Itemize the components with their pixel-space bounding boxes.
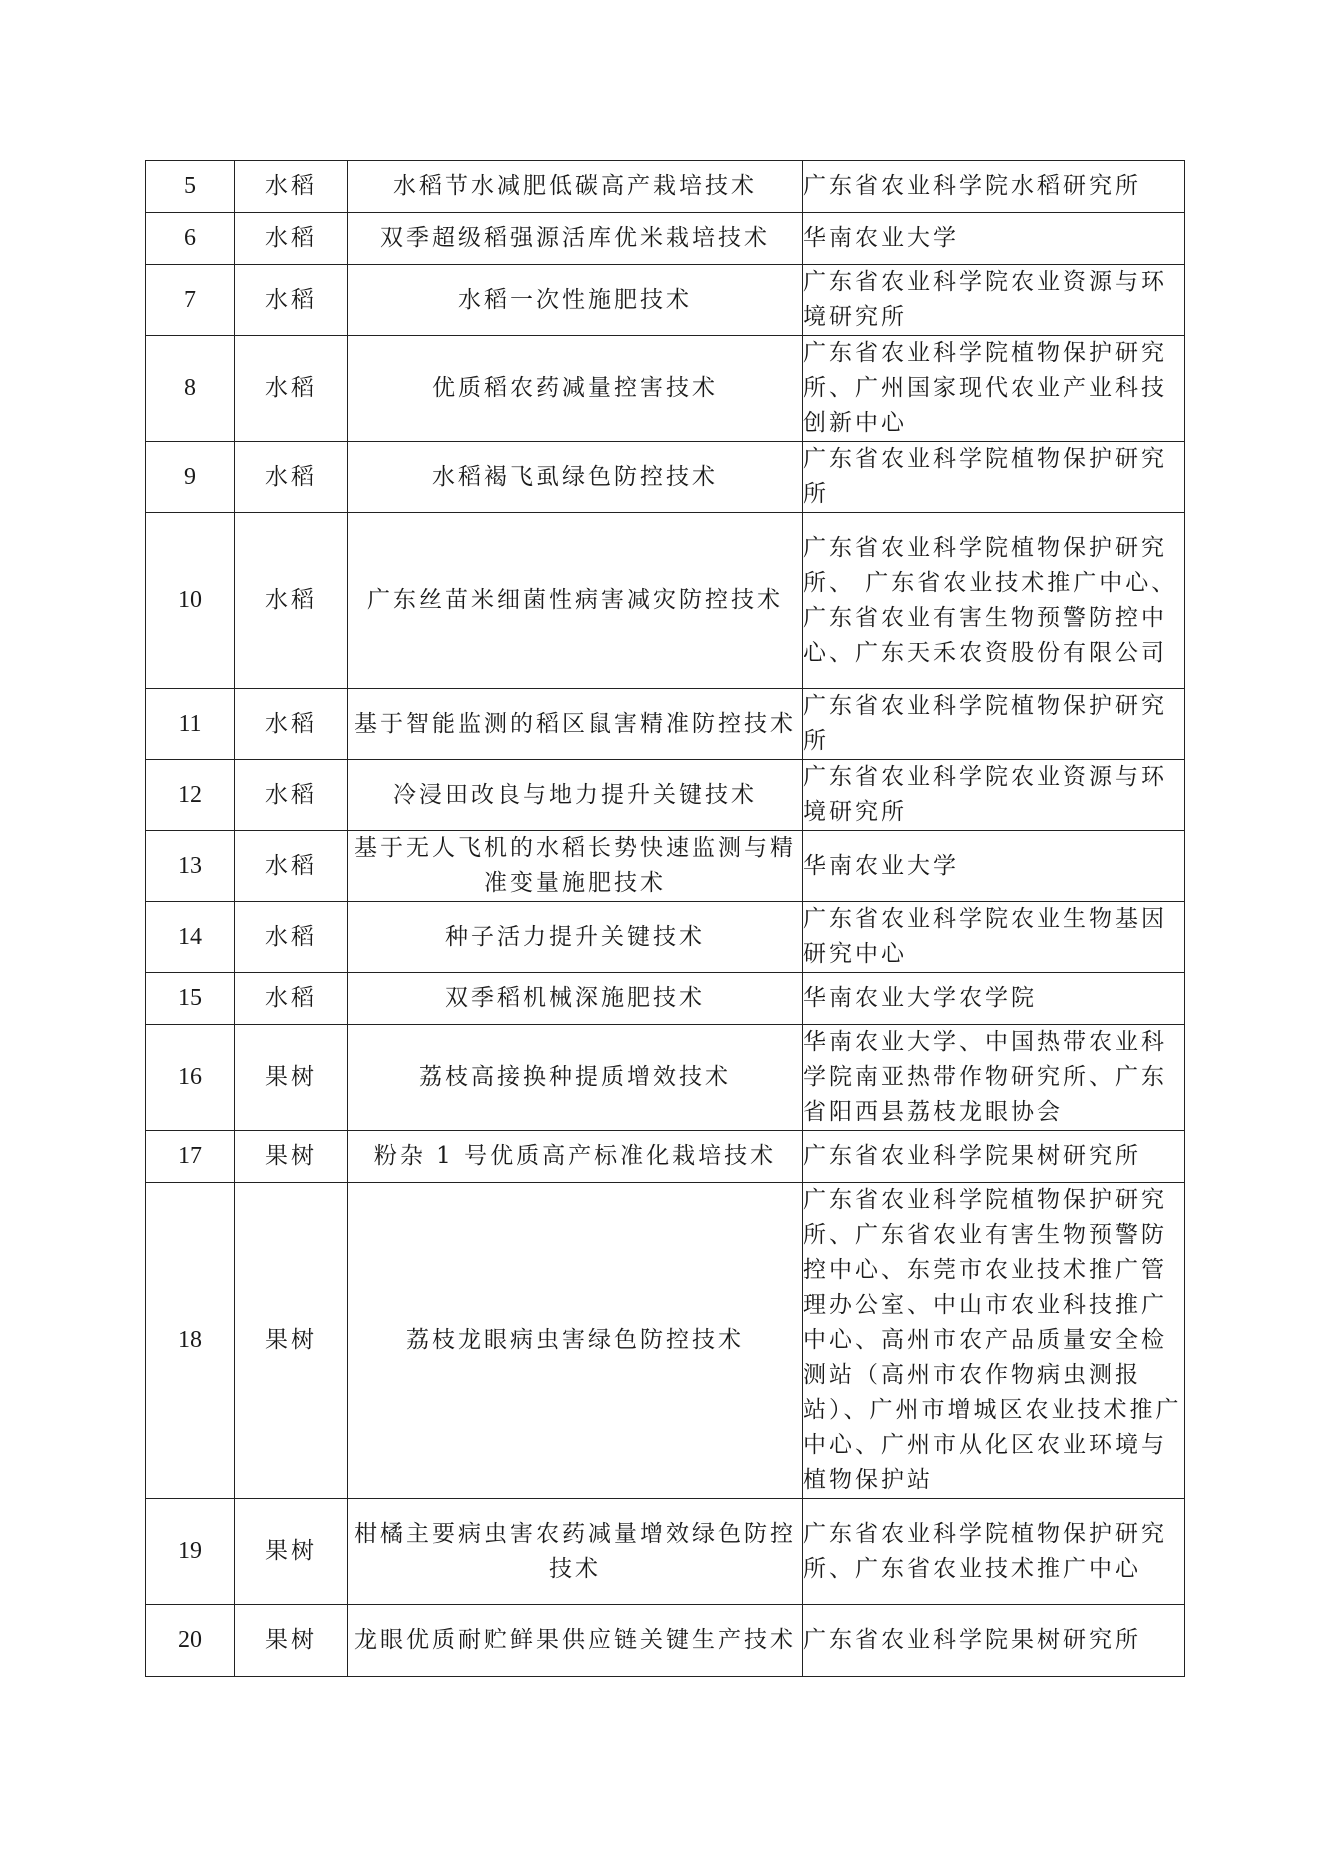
row-technology: 基于智能监测的稻区鼠害精准防控技术	[348, 689, 803, 760]
row-technology: 粉杂 1 号优质高产标准化栽培技术	[348, 1131, 803, 1183]
row-unit: 广东省农业科学院植物保护研究所、 广东省农业技术推广中心、广东省农业有害生物预警防控中心、广东天禾农资股份有限公司	[803, 513, 1185, 689]
row-technology: 水稻节水减肥低碳高产栽培技术	[348, 161, 803, 213]
row-category: 水稻	[235, 265, 348, 336]
row-unit: 广东省农业科学院植物保护研究所、广州国家现代农业产业科技创新中心	[803, 336, 1185, 442]
row-category: 水稻	[235, 902, 348, 973]
row-number: 16	[146, 1025, 235, 1131]
row-category: 水稻	[235, 213, 348, 265]
row-category: 水稻	[235, 760, 348, 831]
table-row	[146, 689, 1185, 760]
table-row	[146, 265, 1185, 336]
row-unit: 广东省农业科学院植物保护研究所	[803, 442, 1185, 513]
row-unit: 广东省农业科学院果树研究所	[803, 1131, 1185, 1183]
row-technology: 基于无人飞机的水稻长势快速监测与精准变量施肥技术	[348, 831, 803, 902]
row-number: 12	[146, 760, 235, 831]
row-unit: 华南农业大学、中国热带农业科学院南亚热带作物研究所、广东省阳西县荔枝龙眼协会	[803, 1025, 1185, 1131]
row-technology: 荔枝高接换种提质增效技术	[348, 1025, 803, 1131]
table-row	[146, 1499, 1185, 1605]
row-number: 19	[146, 1499, 235, 1605]
technology-table	[145, 160, 1185, 1677]
row-number: 17	[146, 1131, 235, 1183]
table-row	[146, 1025, 1185, 1131]
row-technology: 优质稻农药减量控害技术	[348, 336, 803, 442]
row-number: 6	[146, 213, 235, 265]
row-unit: 华南农业大学	[803, 213, 1185, 265]
table-row	[146, 513, 1185, 689]
row-category: 果树	[235, 1025, 348, 1131]
table-row	[146, 161, 1185, 213]
row-category: 果树	[235, 1183, 348, 1499]
row-unit: 广东省农业科学院果树研究所	[803, 1605, 1185, 1677]
row-number: 5	[146, 161, 235, 213]
table-row	[146, 973, 1185, 1025]
row-number: 15	[146, 973, 235, 1025]
row-unit: 广东省农业科学院农业资源与环境研究所	[803, 760, 1185, 831]
row-category: 果树	[235, 1131, 348, 1183]
row-technology: 水稻一次性施肥技术	[348, 265, 803, 336]
row-unit: 广东省农业科学院农业生物基因研究中心	[803, 902, 1185, 973]
row-technology: 双季稻机械深施肥技术	[348, 973, 803, 1025]
row-number: 10	[146, 513, 235, 689]
table-row	[146, 831, 1185, 902]
row-number: 18	[146, 1183, 235, 1499]
row-category: 果树	[235, 1499, 348, 1605]
table-row	[146, 442, 1185, 513]
row-number: 7	[146, 265, 235, 336]
row-category: 水稻	[235, 831, 348, 902]
row-unit: 广东省农业科学院植物保护研究所	[803, 689, 1185, 760]
row-category: 水稻	[235, 336, 348, 442]
row-number: 8	[146, 336, 235, 442]
row-category: 水稻	[235, 442, 348, 513]
row-technology: 广东丝苗米细菌性病害减灾防控技术	[348, 513, 803, 689]
table-row	[146, 902, 1185, 973]
row-number: 11	[146, 689, 235, 760]
table-row	[146, 336, 1185, 442]
row-category: 果树	[235, 1605, 348, 1677]
row-technology: 冷浸田改良与地力提升关键技术	[348, 760, 803, 831]
row-technology: 双季超级稻强源活库优米栽培技术	[348, 213, 803, 265]
table-row	[146, 1605, 1185, 1677]
row-number: 20	[146, 1605, 235, 1677]
row-category: 水稻	[235, 973, 348, 1025]
row-unit: 华南农业大学农学院	[803, 973, 1185, 1025]
row-category: 水稻	[235, 513, 348, 689]
row-unit: 广东省农业科学院农业资源与环境研究所	[803, 265, 1185, 336]
table-row	[146, 213, 1185, 265]
table-body	[146, 161, 1185, 1677]
row-unit: 广东省农业科学院植物保护研究所、广东省农业技术推广中心	[803, 1499, 1185, 1605]
row-category: 水稻	[235, 689, 348, 760]
row-unit: 华南农业大学	[803, 831, 1185, 902]
table-row	[146, 1131, 1185, 1183]
row-unit: 广东省农业科学院植物保护研究所、广东省农业有害生物预警防控中心、东莞市农业技术推广管理办公室、中山市农业科技推广中心、高州市农产品质量安全检测站（高州市农作物病虫测报站）、广州市增城区农业技术推广中心、广州市从化区农业环境与植物保护站	[803, 1183, 1185, 1499]
table-row	[146, 1183, 1185, 1499]
row-technology: 龙眼优质耐贮鲜果供应链关键生产技术	[348, 1605, 803, 1677]
row-category: 水稻	[235, 161, 348, 213]
row-number: 14	[146, 902, 235, 973]
row-technology: 柑橘主要病虫害农药减量增效绿色防控技术	[348, 1499, 803, 1605]
row-number: 13	[146, 831, 235, 902]
row-technology: 种子活力提升关键技术	[348, 902, 803, 973]
row-technology: 荔枝龙眼病虫害绿色防控技术	[348, 1183, 803, 1499]
row-technology: 水稻褐飞虱绿色防控技术	[348, 442, 803, 513]
row-number: 9	[146, 442, 235, 513]
row-unit: 广东省农业科学院水稻研究所	[803, 161, 1185, 213]
table-row	[146, 760, 1185, 831]
